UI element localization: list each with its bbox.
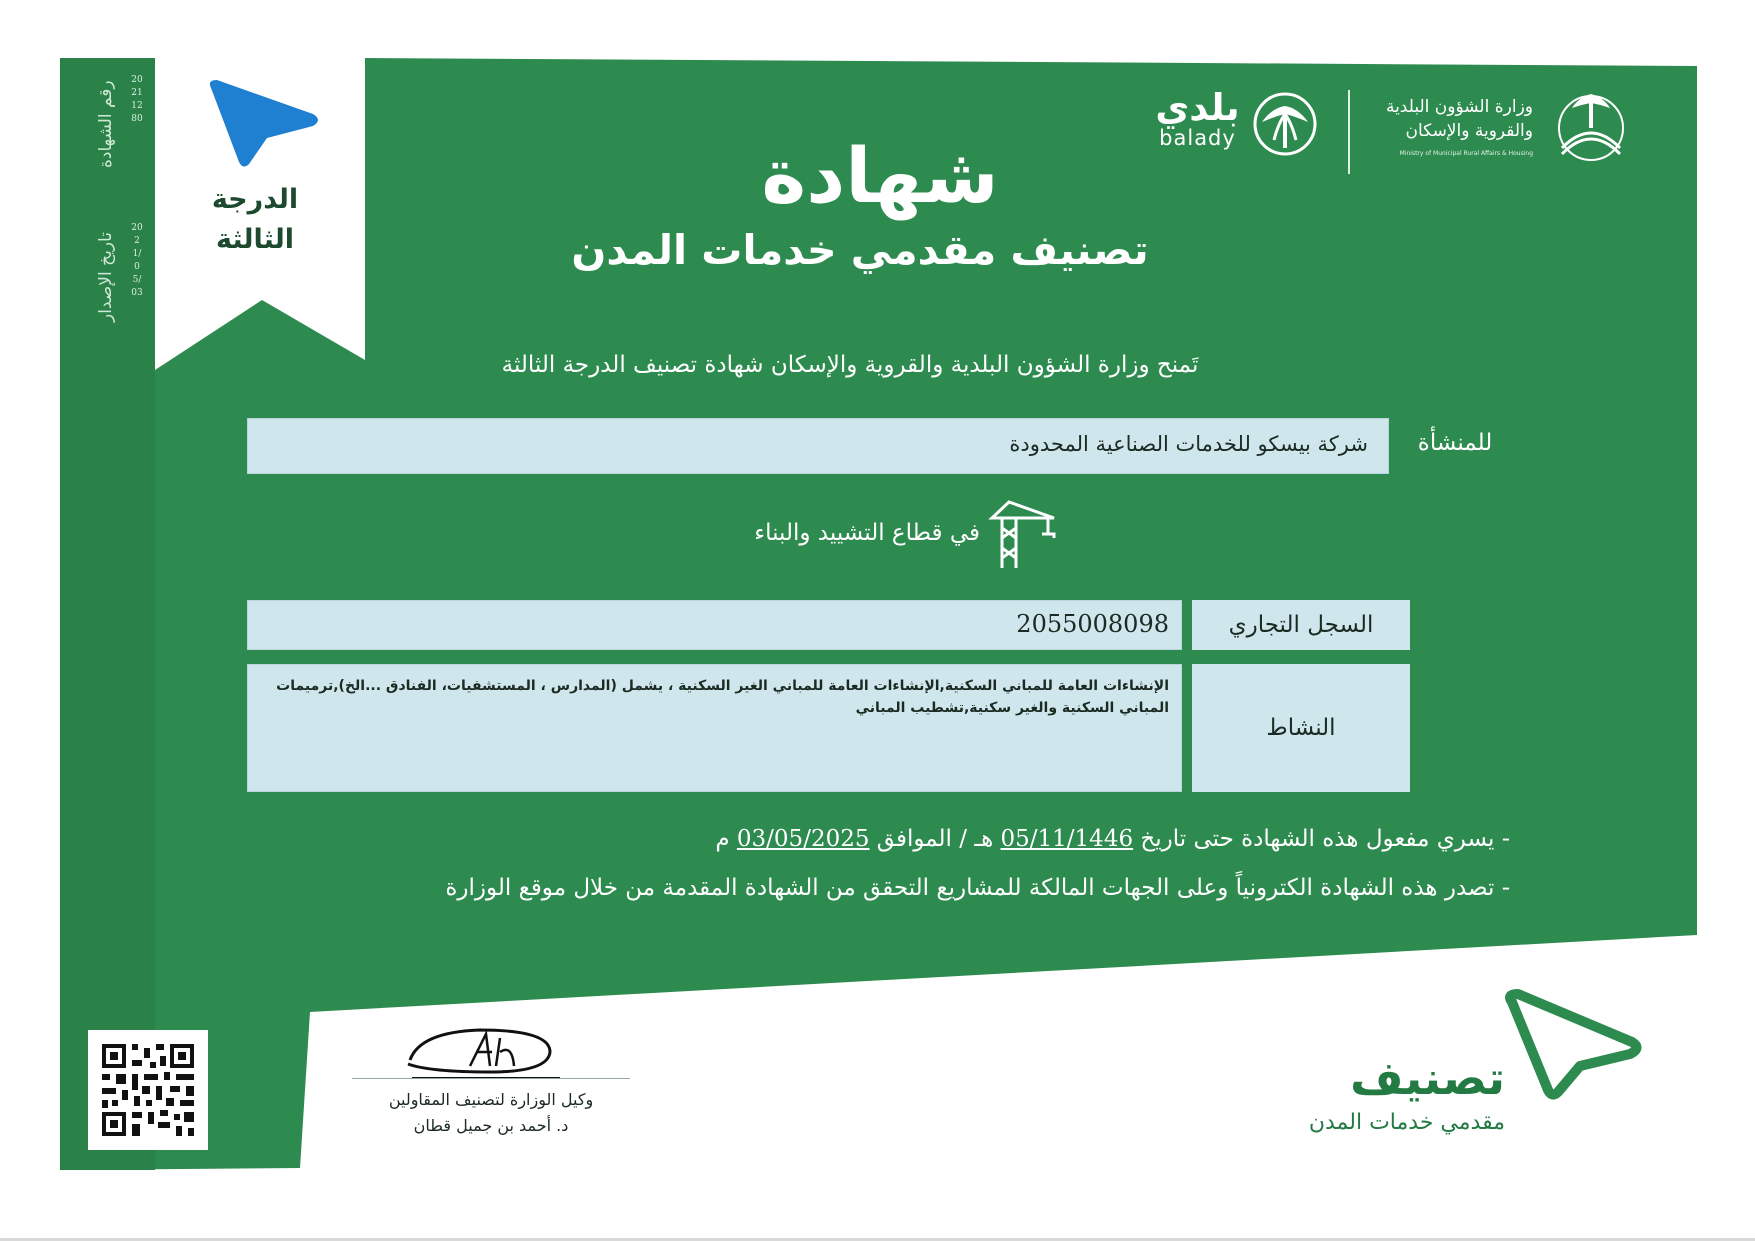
ministry-name-line-2: والقروية والإسكان [1405,121,1533,141]
validity-hijri-suffix: هـ [974,826,994,852]
ministry-name-english: Ministry of Municipal Rural Affairs & Housing [1399,150,1533,157]
crane-icon [988,498,1060,570]
validity-separator: / [959,826,968,852]
footer-brand-name: تصنيف [1350,1051,1505,1105]
saudi-emblem-icon [1548,90,1634,166]
signature-line [352,1078,630,1079]
certificate-subtitle: تصنيف مقدمي خدمات المدن [571,226,1149,274]
balady-logo-text: بلدي [1155,86,1240,129]
activity-field [247,664,1182,792]
commercial-register-label: السجل التجاري [1192,600,1410,650]
tasneef-footer-arrow-icon [1500,988,1645,1100]
signatory-title: وكيل الوزارة لتصنيف المقاولين [388,1090,594,1109]
activity-description: الإنشاءات العامة للمباني السكنية,الإنشاءات العامة للمباني الغير السكنية ، يشمل (المدارس ، المستشفيات، الفنادق ...الخ),ترميمات المباني السكنية والغير سكنية,تشطيب المباني [276,678,1169,716]
ministry-name-line-1: وزارة الشؤون البلدية [1385,97,1533,117]
certificate-number: 202112 80 [131,75,143,124]
validity-hijri-date: 05/11/1446 [1000,826,1134,852]
grant-statement: تَمنح وزارة الشؤون البلدية والقروية والإسكان شهادة تصنيف الدرجة الثالثة [501,352,1199,378]
issue-date: 2021/05/03 [131,223,143,298]
validity-prefix: - يسري مفعول هذه الشهادة حتى تاريخ [1140,826,1510,852]
electronic-note: - تصدر هذه الشهادة الكترونياً وعلى الجهات المالكة للمشاريع التحقق من الشهادة المقدمة من خلال موقع الوزارة [445,875,1510,901]
establishment-name: شركة بيسكو للخدمات الصناعية المحدودة [1009,432,1368,456]
activity-label: النشاط [1192,664,1410,792]
balady-logo-latin: balady [1159,126,1236,150]
validity-corresponding: الموافق [876,826,952,852]
header-divider [1348,90,1350,174]
footer-brand-tagline: مقدمي خدمات المدن [1308,1110,1505,1135]
grade-line-1: الدرجة [211,184,299,215]
qr-code-frame [88,1030,208,1150]
validity-line [715,826,1510,852]
balady-palm-icon [1252,90,1318,158]
validity-gregorian-date: 03/05/2025 [736,826,870,852]
commercial-register-field [247,600,1182,650]
commercial-register-number: 2055008098 [1016,610,1169,638]
sector-text: في قطاع التشييد والبناء [754,520,980,546]
signatory-name: د. أحمد بن جميل قطان [413,1116,569,1135]
issue-date-label: تاريخ الإصدار [96,232,116,322]
signature-image [400,1022,570,1084]
establishment-name-field [247,418,1389,474]
validity-gregorian-suffix: م [715,826,730,852]
tasneef-arrow-icon [205,76,325,168]
qr-code-icon [88,1030,208,1150]
certificate-title: شهادة [761,131,999,220]
grade-line-2: الثالثة [215,224,295,255]
establishment-label: للمنشأة [1417,430,1493,456]
certificate-number-label: رقم الشهادة [96,80,116,168]
